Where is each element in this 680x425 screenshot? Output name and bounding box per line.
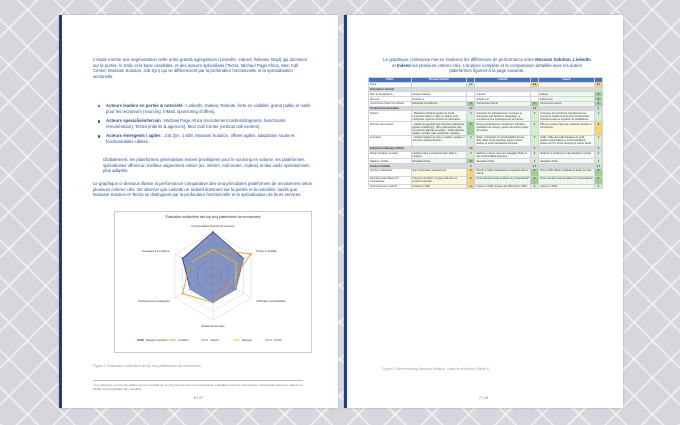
table-cell: Réseau professionnel, recrutement, formation, publication de contenu, gestion du profil et image de marque (475, 122, 531, 136)
bullet-item (97, 118, 312, 129)
score-cell: 4 (594, 151, 602, 159)
score-cell: 3,9 (531, 82, 539, 87)
score-cell: 4 (594, 136, 602, 147)
table-cell: Produit & Fonctionnalités (369, 106, 412, 111)
table-cell: Outils : Offre des outils d'analyse de profil, gestion personnalisée et recommandations basées sur l'IA, Smart Sourcing et Career Guide (539, 136, 595, 147)
bullet-text: : Michael Page Africa (recrutement cadres/dirigeants, benchmark rémunération), Tectra (intérim & agences), Mon Call Center (vertical call-centers). (106, 118, 286, 129)
data-point (227, 284, 229, 286)
score-cell: 4 (531, 184, 539, 189)
legend-label: LinkedIn (178, 338, 189, 342)
table-cell: Offre un service unique de recherche d'emploi et recrutement (539, 122, 595, 136)
score-cell: 3 (467, 164, 475, 169)
table-cell: Concurrence directe (475, 101, 531, 106)
table-cell: Navigation fluide (475, 159, 531, 164)
table-cell: Notoriété locale (Maroc) vs internationale (369, 176, 412, 184)
intro-text: Le graphique ci-dessous met en évidence les différences de performance entre (383, 57, 536, 62)
data-point (182, 258, 184, 260)
page-number: 6 / 17 (194, 396, 203, 400)
table-cell: Solution (369, 111, 412, 122)
score-cell: 4 (531, 136, 539, 147)
global-paragraph: Globalement, les plateformes généralistes restent privilégiées pour le sourcing en volume, les plateformes spécialisées offrent un meilleur alignement métier (ex. intérim, call-center, cadres) et des outils opérationnels plus adaptés. (103, 157, 310, 174)
axis-label: Positionnement stratégique (138, 300, 170, 303)
score-cell: 4 (594, 146, 602, 151)
table-cell: Informations Général (369, 87, 412, 92)
data-point (182, 293, 184, 295)
score-cell: 4 (467, 111, 475, 122)
bullet-text: : Job Zyn, 1,638, Mossam Solution, offrent agilité, adaptation locale et fonctionnalités ciblées. (106, 133, 295, 144)
table-cell: Score (369, 82, 412, 87)
table-cell: Mossam.io (411, 97, 467, 102)
table-row (369, 151, 603, 159)
score-cell: 4,7 (531, 164, 539, 169)
radar-chart (115, 212, 311, 352)
table-cell: linkedin.com (475, 97, 531, 102)
score-cell: 4,2 (467, 82, 475, 87)
score-cell: 5 (594, 92, 602, 97)
bullet-list (97, 103, 312, 149)
bullet-head: Acteurs leaders en portée & notoriété (106, 103, 183, 108)
figure-caption: Figure 2: Évaluation multicritère de top cinq plateformes de recrutement (93, 364, 201, 368)
score-cell: 4 (594, 184, 602, 189)
table-cell: Nombre d'utilisateurs (369, 168, 412, 176)
table-cell: Rapidité / Fluidité (369, 159, 412, 164)
data-point (212, 249, 214, 251)
table-cell: Portée & Visibilité (369, 164, 412, 169)
score-cell: 5 (531, 101, 539, 106)
page-left (59, 15, 338, 408)
table-cell: Site web (369, 97, 412, 102)
table-cell: Non communiqué publiquement (411, 168, 467, 176)
score-cell: 4 (594, 159, 602, 164)
footnote: ¹ Les données ont été recueillies sur une échelle de 1 à 5 pour assurer une comparaison équitable entre les concurrents, considérant ainsi leur valeurs et facilité d'interprétation des résultats. (93, 380, 303, 391)
data-point (235, 288, 237, 290)
table-cell: Forte notoriété locale au Maroc et à l'international (539, 176, 595, 184)
score-cell: 4 (531, 122, 539, 136)
axis-label: Tarification (Accessibilité) (256, 300, 286, 303)
table-cell: Indeed (539, 92, 595, 97)
score-cell: 3 (467, 168, 475, 176)
figure-caption: Figure 3: Benchmarking Mossam Solution, LinkedIn et Indeed (Partie 1) (382, 367, 490, 371)
bullet-head: Acteurs émergents / agiles (106, 133, 161, 139)
page-spine (344, 15, 347, 408)
table-row (369, 122, 603, 136)
table-cell: Présence au Maroc, un pays actif avec un territoire marocain (411, 176, 467, 184)
table-row (369, 136, 603, 147)
score-cell: 4 (531, 146, 539, 151)
score-cell: 5 (467, 122, 475, 136)
table-cell: Plus de 1 million d'utilisateurs enregistrés dans le monde (475, 168, 531, 176)
table-cell: Design (moderne ou daté) (369, 151, 412, 159)
table-cell: Forte notoriété locale au Maroc et à l'international (475, 176, 531, 184)
score-cell: 4 (531, 111, 539, 122)
table-row (369, 184, 603, 189)
score-cell: 4 (467, 136, 475, 147)
bullet-head: Acteurs spécialisés/terrain (106, 118, 161, 124)
score-cell: 3 (594, 106, 602, 111)
score-cell: 3 (594, 122, 602, 136)
table-cell: Outils : introduction de fonctionnalités IA pour offre, Sales Smart Teaching, Career Coach, analyse et recommandations d'emplois (475, 136, 531, 147)
data-point (189, 262, 191, 264)
intro-bold: Mossam Solution, LinkedIn (535, 57, 591, 62)
axis-label: Fonctionnalités (Nombre de services) (191, 225, 235, 228)
score-cell: 4 (467, 151, 475, 159)
data-point (243, 258, 245, 260)
axis-label: Modèle économique (201, 325, 225, 328)
table-cell: Concurrence (Direct ou Indirect) (369, 101, 412, 106)
score-cell: 5 (531, 168, 539, 176)
table-header-cell: Mossam Solution (411, 78, 467, 83)
data-point (189, 288, 191, 290)
score-cell: 3 (467, 176, 475, 184)
table-header-cell: Indeed (539, 78, 595, 83)
intro-bold: Indeed (396, 62, 411, 68)
score-cell: 4,7 (594, 164, 602, 169)
legend-label: Tectra (274, 338, 282, 342)
page-right (344, 15, 623, 408)
score-cell: 5 (467, 159, 475, 164)
benchmark-table (368, 77, 603, 189)
chart-intro-paragraph: Le graphique ci-dessous illustre la performance comparative des cinq principales plateformes de recrutement selon plusieurs critères clés. On observe que LinkedIn et Indeed dominent sur la portée et la notoriété, tandis que Mossam Solution et Tectra se distinguent par la profondeur fonctionnelle et la spécialisation de leurs services. (93, 181, 313, 198)
table-cell: Diversité des services (369, 122, 412, 136)
bullet-item (97, 133, 312, 144)
table-cell: Navigation fluide (411, 159, 467, 164)
table-cell: Nom de la plateforme (369, 92, 412, 97)
score-cell: 4,5 (467, 146, 475, 151)
radar-chart-figure (114, 211, 312, 353)
score-cell: 5 (594, 101, 602, 106)
table-cell: - Gestion de générale plus d'un pilier (plateforme, logiciel et matching) - Offre multi-services pour les secteurs agricole et tertiaire - Outils associés : gestion, contrats, paie, conformité, reporting (412, 122, 466, 135)
score-cell: 4 (531, 159, 539, 164)
table-row (369, 168, 603, 176)
score-cell: 4,6 (467, 106, 475, 111)
table-cell: Connecter les chercheurs d'emploi avec les recruteurs, faciliter la recherche d'opportunités professionnelles et la gestion de candidatures (539, 111, 595, 122)
bullet-item (97, 103, 312, 114)
legend-label: Mossam Solution (146, 338, 168, 342)
axis-label: Portée & Visibilité (256, 250, 277, 253)
table-cell: Connecter les professionnels, recruteurs et entreprises pour faciliter le réseautage, le recrutement et le développement de carrière (475, 111, 531, 122)
table-header-cell: LinkedIn (475, 78, 531, 83)
data-point (212, 240, 214, 242)
table-cell: Innovation (369, 136, 412, 147)
score-cell: 4 (594, 111, 602, 122)
table-cell: Lancée en 2004 (539, 184, 595, 189)
intro-paragraph (382, 57, 592, 74)
table-cell: Mossam Solution (411, 92, 467, 97)
score-cell: 3,7 (594, 82, 602, 87)
score-cell: 5 (594, 97, 602, 102)
bullet-text: : LinkedIn, Indeed, Rekrute, forte en visibilité, grand public et outils pour les recruteurs (sourcing, InMail, sponsoring d'offres). (106, 103, 311, 114)
data-point (212, 231, 214, 233)
table-cell: Ancienneté sur le marché (369, 184, 412, 189)
intro-text: et (392, 62, 397, 68)
table-cell: Plus de 350 millions d'utilisateurs actifs par mois (539, 168, 595, 176)
series-mossam-solution (183, 232, 244, 302)
table-header-cell: Critère (369, 78, 412, 83)
table-cell: Fondée en 2022 (411, 184, 467, 189)
score-cell: 3 (467, 184, 475, 189)
chart-title: Évaluation multicritère des top cinq plateformes de recrutement (165, 215, 261, 219)
data-point (250, 253, 252, 255)
data-point (235, 262, 237, 264)
table-cell: Moderne et fonctionnel, mais standard et simple (539, 151, 595, 159)
score-cell: 5 (531, 176, 539, 184)
table-cell: Concurrence directe (539, 101, 595, 106)
table-cell: - Solution intégrée de mise en relation, gestion et suivi des missions d'intérim (411, 136, 467, 147)
legend-label: Rekrute (242, 338, 252, 342)
intro-text: sur plusieurs critères clés. L'analyse complète et le comparaison détaillée avec les autres plateformes figurent à la page suivante. (410, 62, 582, 74)
score-cell: 3,3 (531, 106, 539, 111)
table-cell: LinkedIn (475, 92, 531, 97)
axis-label: Avantages & Limitations (141, 250, 170, 253)
table-row (369, 176, 603, 184)
score-cell: 5 (594, 176, 602, 184)
page-number: 7 / 16 (479, 396, 488, 400)
score-cell: 5 (594, 168, 602, 176)
table-cell: Entreprise de référence (411, 101, 467, 106)
intro-paragraph: L'étude montre une segmentation nette entre grands agrégateurs (LinkedIn, Indeed, Rekrute, Bayt) qui dominent sur la portée, le trafic et la base candidats, et des acteurs spécialisés (Tectra, Michael Page Africa, Mon Call Center, Mossam Solution, Job Zyn) qui se différencient par la profondeur fonctionnelle et la spécialisation sectorielle. (93, 57, 308, 79)
score-cell: 4 (531, 151, 539, 159)
score-cell: 5 (467, 101, 475, 106)
table-cell: Lancée en 2003, acquise par Microsoft en 2016 (475, 184, 531, 189)
data-point (227, 266, 229, 268)
legend-label: Indeed (210, 338, 219, 342)
table-cell: indeed.com (539, 97, 595, 102)
table-cell: Interface claire et professionnelle, facile à naviguer (411, 151, 467, 159)
table-cell: Moderne et épuré, avec une navigation fluide et des fonctionnalités avancées (475, 151, 531, 159)
table-cell: Expérience Utilisateur (UI/UX) (369, 146, 412, 151)
page-spine (59, 15, 62, 408)
data-point (212, 302, 214, 304)
table-cell: - Plateforme SaaS de gestion du travail temporaire (intérim) - Mise en relation entre entreprises, agences d'intérim et intérimaires (411, 111, 467, 122)
table-row (369, 111, 603, 122)
table-cell: Navigation fluide (539, 159, 595, 164)
